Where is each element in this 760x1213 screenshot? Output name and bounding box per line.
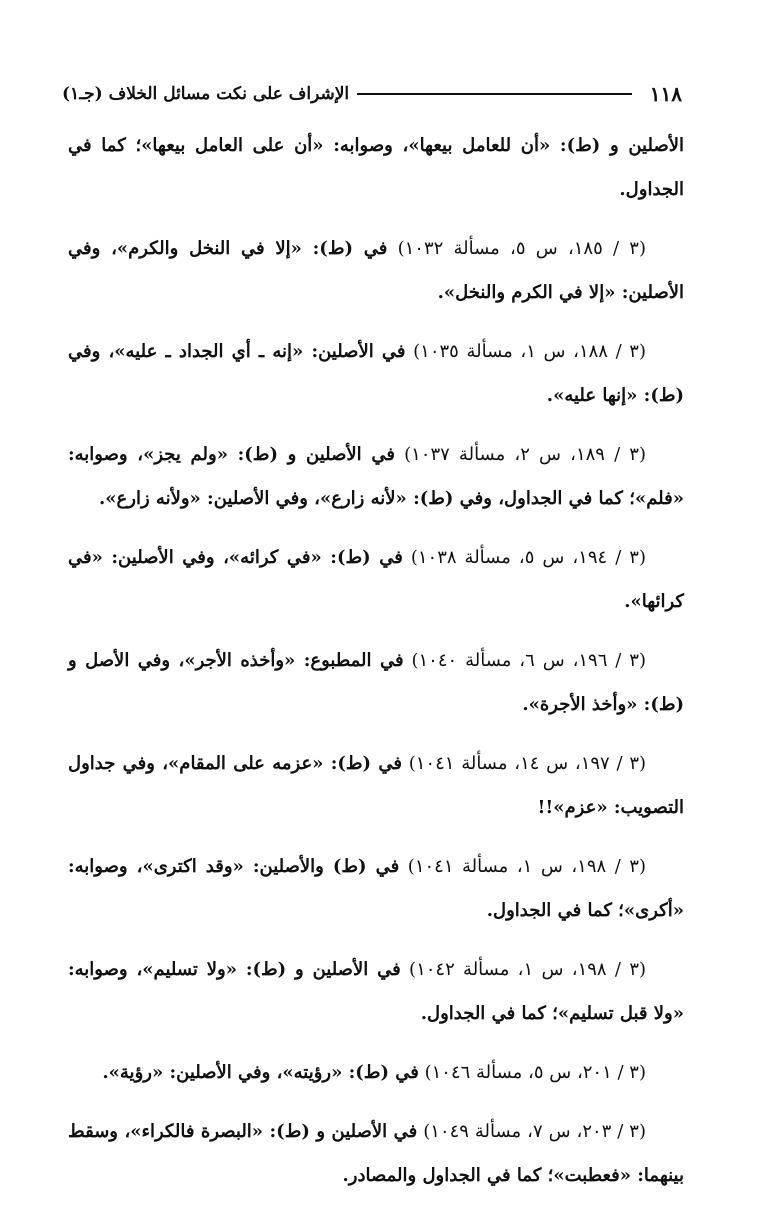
entry-text: في الأصلين و (ط): «ولا تسليم»، وصوابه: «ولا قبل تسليم»؛ كما في الجداول. bbox=[68, 959, 684, 1024]
entry-reference: (٣ / ٢٠٣، س ٧، مسألة ١٠٤٩) bbox=[423, 1121, 646, 1142]
entry-text: في الأصلين و (ط): «البصرة فالكراء»، وسقط بينهما: «فعطبت»؛ كما في الجداول والمصادر. bbox=[68, 1121, 684, 1186]
entry-reference: (٣ / ١٨٨، س ١، مسألة ١٠٣٥) bbox=[413, 341, 646, 362]
correction-entry bbox=[68, 536, 684, 624]
entry-reference: (٣ / ٢٠١، س ٥، مسألة ١٠٤٦) bbox=[424, 1062, 646, 1083]
entry-reference: (٣ / ١٩٨، س ١، مسألة ١٠٤٢) bbox=[409, 959, 647, 980]
entry-text: في (ط): «إلا في النخل والكرم»، وفي الأصلين: «إلا في الكرم والنخل». bbox=[68, 238, 684, 303]
entry-text: في (ط): «رؤيته»، وفي الأصلين: «رؤية». bbox=[102, 1062, 419, 1083]
entry-reference: (٣ / ١٨٥، س ٥، مسألة ١٠٣٢) bbox=[397, 238, 646, 259]
entry-reference: (٣ / ١٩٨، س ١، مسألة ١٠٤١) bbox=[407, 856, 646, 877]
entry-text: في المطبوع: «وأخذه الأجر»، وفي الأصل و (ط): «وأخذ الأجرة». bbox=[68, 650, 684, 715]
correction-entries bbox=[68, 124, 684, 1213]
page-header bbox=[62, 78, 682, 110]
correction-entry bbox=[68, 845, 684, 933]
page-number: ١١٨ bbox=[649, 82, 682, 106]
entry-text: في (ط): «عزمه على المقام»، وفي جداول التصويب: «عزم»!! bbox=[68, 753, 684, 818]
correction-entry bbox=[68, 639, 684, 727]
entry-text: في (ط): «في كرائه»، وفي الأصلين: «في كرائها». bbox=[68, 547, 684, 612]
correction-entry bbox=[68, 124, 684, 212]
entry-reference: (٣ / ١٨٩، س ٢، مسألة ١٠٣٧) bbox=[404, 444, 646, 465]
entry-text: في الأصلين: «إنه ـ أي الجداد ـ عليه»، وفي (ط): «إنها عليه». bbox=[68, 341, 684, 406]
correction-entry bbox=[68, 1051, 684, 1095]
entry-reference: (٣ / ١٩٧، س ١٤، مسألة ١٠٤١) bbox=[408, 753, 647, 774]
correction-entry bbox=[68, 330, 684, 418]
correction-entry bbox=[68, 742, 684, 830]
entry-text: في الأصلين و (ط): «ولم يجز»، وصوابه: «فلم»؛ كما في الجداول، وفي (ط): «لأنه زارع»، وفي الأصلين: «ولأنه زارع». bbox=[68, 444, 684, 509]
entry-reference: (٣ / ١٩٤، س ٥، مسألة ١٠٣٨) bbox=[410, 547, 646, 568]
correction-entry bbox=[68, 227, 684, 315]
correction-entry bbox=[68, 948, 684, 1036]
correction-entry bbox=[68, 1110, 684, 1198]
correction-entry bbox=[68, 433, 684, 521]
entry-text: الأصلين و (ط): «أن للعامل بيعها»، وصوابه: «أن على العامل بيعها»؛ كما في الجداول. bbox=[68, 135, 684, 200]
header-rule bbox=[357, 93, 632, 95]
entry-text: في (ط) والأصلين: «وقد اكترى»، وصوابه: «أكرى»؛ كما في الجداول. bbox=[68, 856, 684, 921]
running-title: الإشراف على نكت مسائل الخلاف (جـ١) bbox=[62, 84, 350, 104]
entry-reference: (٣ / ١٩٦، س ٦، مسألة ١٠٤٠) bbox=[411, 650, 646, 671]
